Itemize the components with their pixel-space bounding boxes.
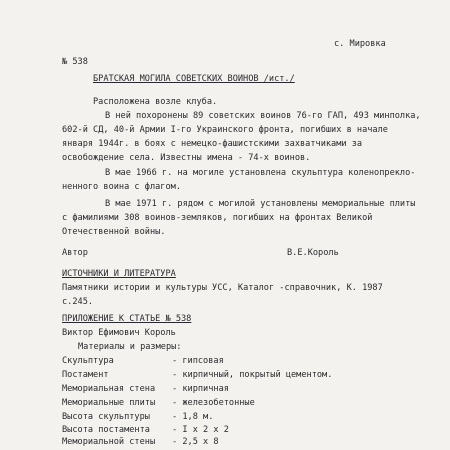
paragraph-burial-line-3: января 1944г. в боях с немецко-фашистскими захватчиками за	[62, 139, 363, 149]
paragraph-plates-line-2: с фамилиями 308 воинов-земляков, погибших на фронтах Великой	[62, 213, 373, 223]
paragraph-sculpture-line-2: ненного воина с флагом.	[62, 182, 181, 192]
author-name: В.Е.Король	[287, 248, 339, 258]
spec-label: Постамент	[62, 370, 109, 380]
spec-label: Высота скульптуры	[62, 412, 150, 422]
appendix-person: Виктор Ефимович Король	[62, 328, 176, 338]
spec-label: Мемориальная стена	[62, 384, 156, 394]
spec-value: - 2,5 x 8	[172, 437, 219, 447]
materials-heading: Материалы и размеры:	[78, 342, 182, 352]
spec-row	[62, 369, 332, 383]
spec-value: - кирпичный, покрытый цементом.	[172, 370, 333, 380]
spec-row	[62, 411, 213, 425]
spec-row	[62, 397, 255, 411]
source-line-1: Памятники истории и культуры УСС, Каталог -справочник, К. 1987	[62, 283, 383, 293]
paragraph-burial-line-2: 602-й СД, 40-й Армии I-го Украинского фронта, погибших в начале	[62, 125, 388, 135]
paragraph-burial-line-4: освобождение села. Известны имена - 74-х воинов.	[62, 153, 311, 163]
paragraph-plates-line-3: Отечественной войны.	[62, 227, 166, 237]
spec-value: - гипсовая	[172, 356, 224, 366]
source-line-2: с.245.	[62, 297, 94, 307]
spec-value: - 1,8 м.	[172, 412, 214, 422]
spec-value: - железобетонные	[172, 398, 255, 408]
paragraph-plates-line-1: В мае 1971 г. рядом с могилой установлены мемориальные плиты	[105, 199, 416, 209]
paragraph-burial-line-1: В ней похоронены 89 советских воинов 76-го ГАП, 493 минполка,	[105, 111, 421, 121]
document-title: БРАТСКАЯ МОГИЛА СОВЕТСКИХ ВОИНОВ /ист./	[93, 74, 295, 84]
spec-label: Высота постамента	[62, 425, 150, 435]
spec-value: - кирпичная	[172, 384, 229, 394]
paragraph-sculpture-line-1: В мае 1966 г. на могиле установлена скульптура коленопрекло-	[105, 168, 416, 178]
author-label: Автор	[62, 248, 88, 258]
document-number: № 538	[62, 57, 88, 67]
paragraph-location: Расположена возле клуба.	[93, 97, 218, 107]
village-name: с. Мировка	[334, 39, 386, 49]
spec-label: Мемориальной стены	[62, 437, 156, 447]
spec-label: Скульптура	[62, 356, 114, 366]
appendix-heading: ПРИЛОЖЕНИЕ К СТАТЬЕ № 538	[62, 314, 192, 324]
spec-row	[62, 383, 229, 397]
spec-row	[62, 436, 219, 450]
spec-label: Мемориальные плиты	[62, 398, 156, 408]
sources-heading: ИСТОЧНИКИ И ЛИТЕРАТУРА	[62, 269, 176, 279]
spec-value: - I x 2 x 2	[172, 425, 229, 435]
spec-row	[62, 355, 224, 369]
